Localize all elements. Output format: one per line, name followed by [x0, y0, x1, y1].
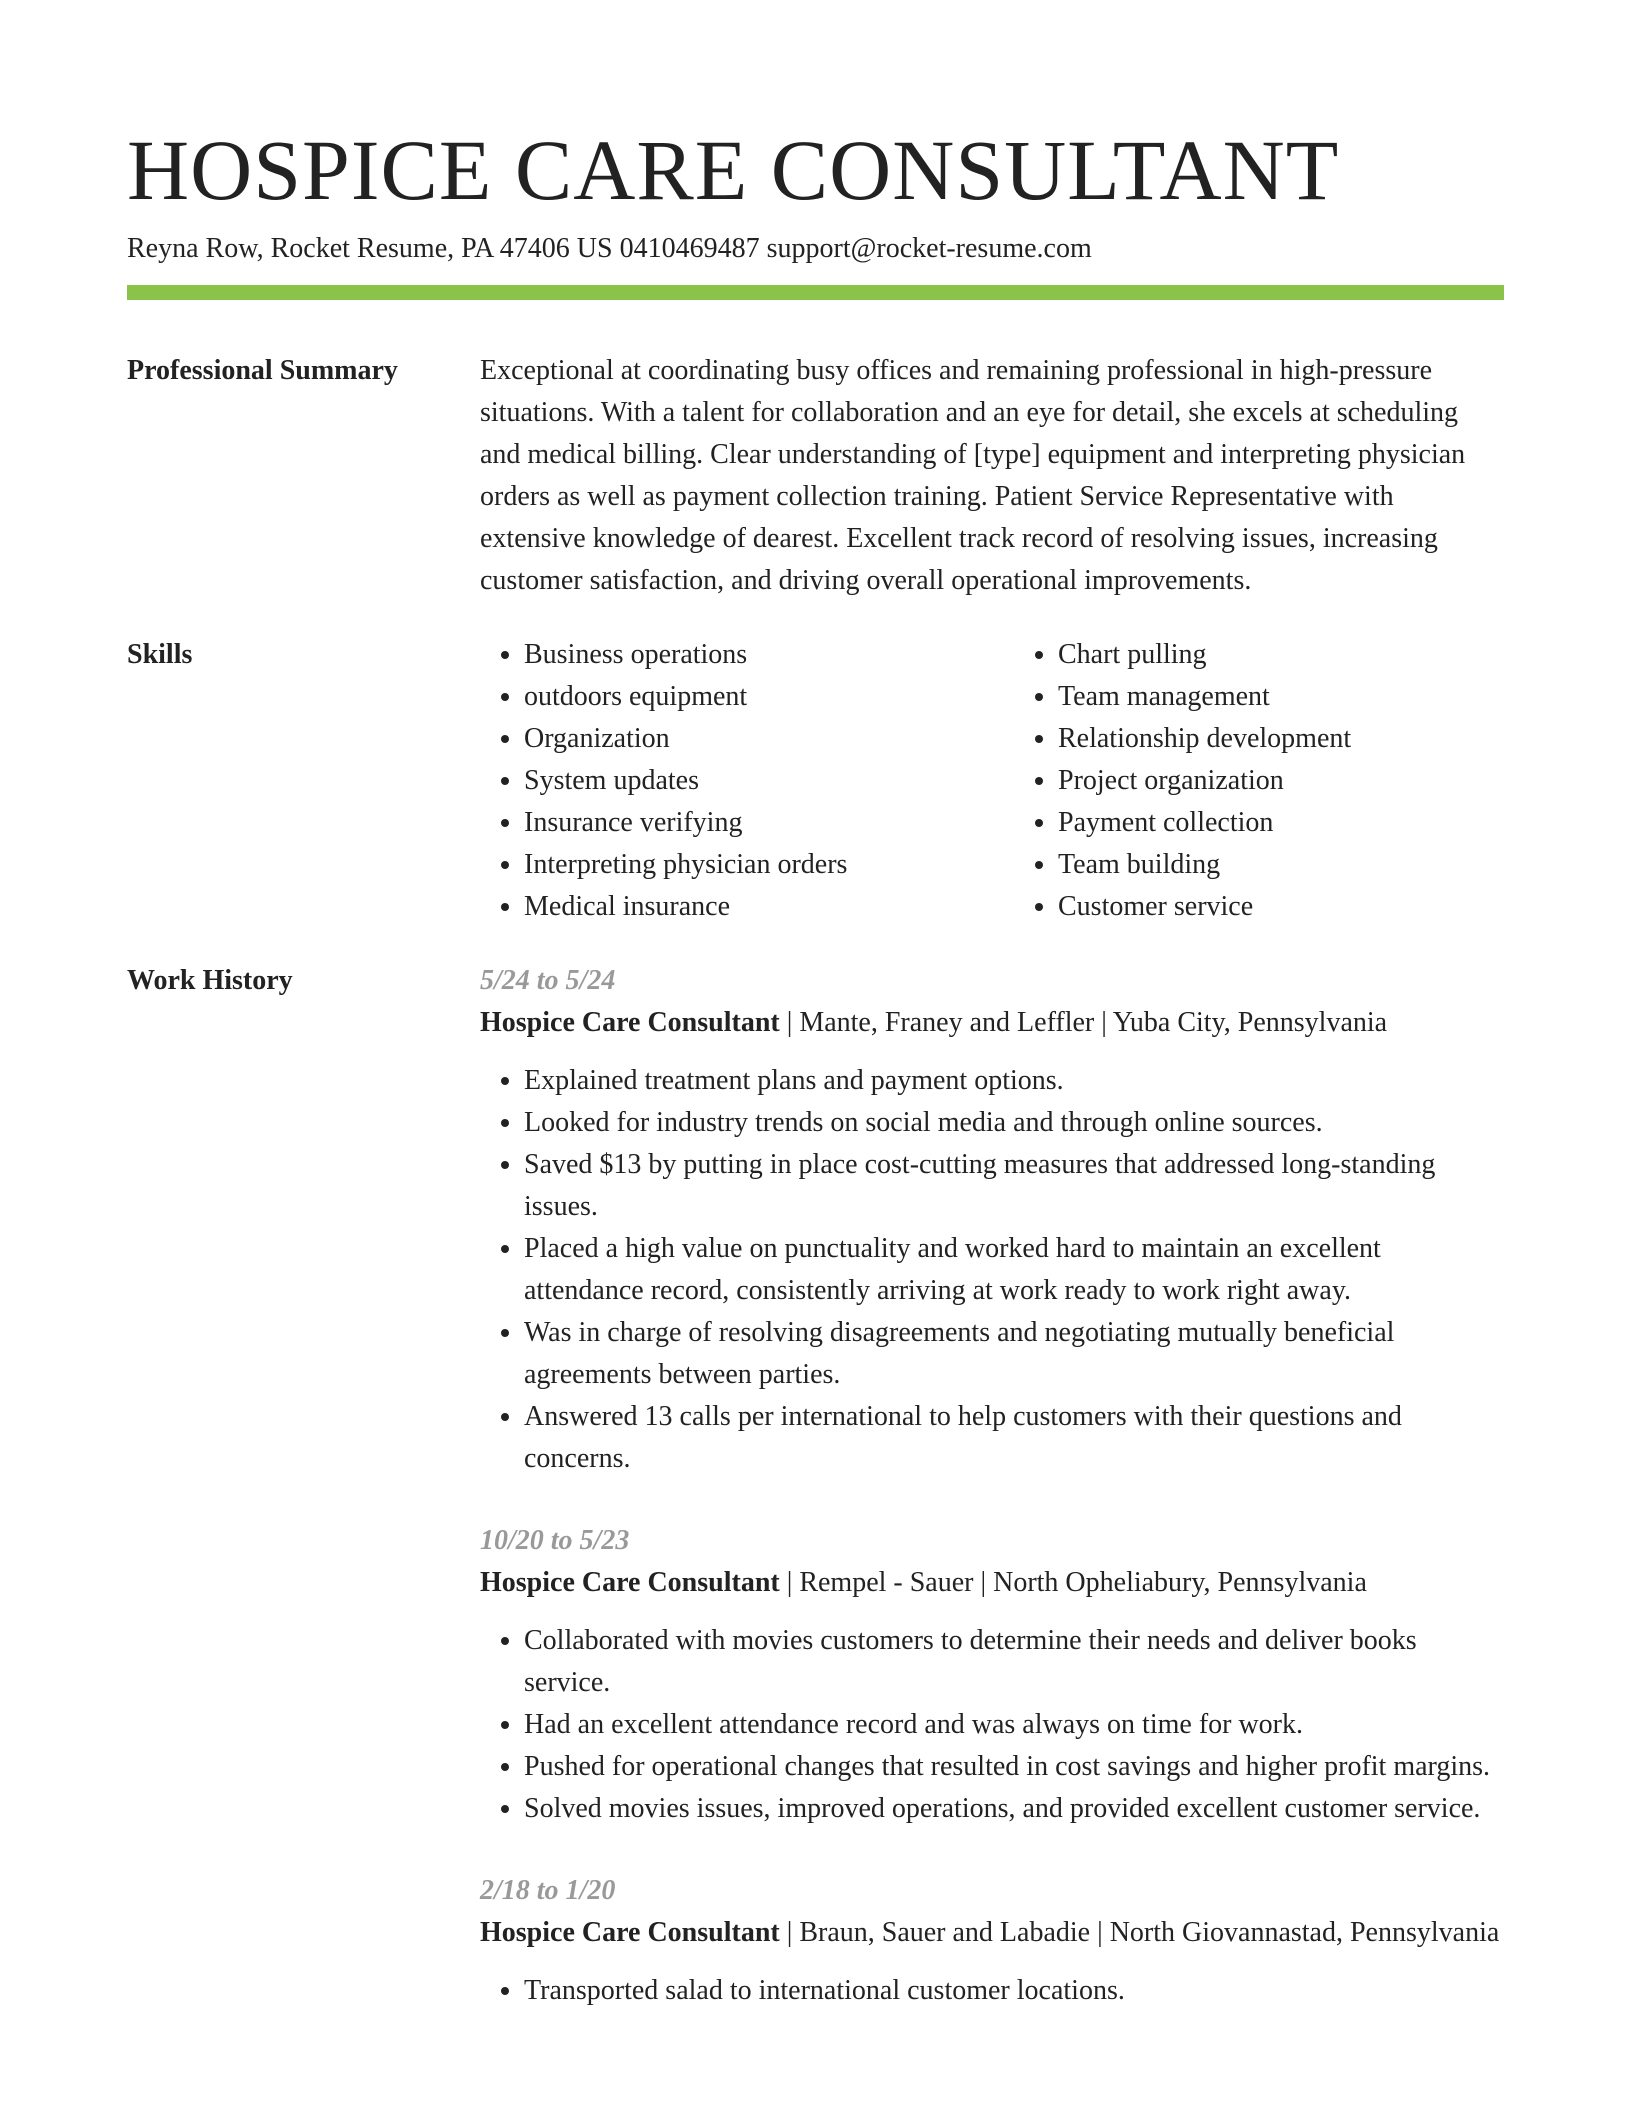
- skill-item: • Interpreting physician orders: [524, 844, 970, 886]
- skill-item: • Payment collection: [1058, 802, 1504, 844]
- job-entry: [480, 960, 1504, 1480]
- skill-item: • outdoors equipment: [524, 676, 970, 718]
- summary-body: [480, 350, 1504, 602]
- job-entry: [480, 1520, 1504, 1830]
- header-divider: [127, 285, 1504, 300]
- work-history-heading: Work History: [127, 965, 293, 996]
- skills-columns: [480, 634, 1504, 928]
- skill-item: • System updates: [524, 760, 970, 802]
- job-bullet: • Collaborated with movies customers to determine their needs and deliver books service.: [524, 1620, 1504, 1704]
- skill-item: • Team management: [1058, 676, 1504, 718]
- job-dates: 10/20 to 5/23: [480, 1525, 630, 1556]
- job-title: Hospice Care Consultant: [480, 1567, 780, 1598]
- job-bullet: • Looked for industry trends on social media and through online sources.: [524, 1102, 1504, 1144]
- skill-item: • Chart pulling: [1058, 634, 1504, 676]
- job-bullet: • Transported salad to international customer locations.: [524, 1970, 1504, 2012]
- job-title: Hospice Care Consultant: [480, 1007, 780, 1038]
- skill-item: • Insurance verifying: [524, 802, 970, 844]
- job-bullet: • Had an excellent attendance record and was always on time for work.: [524, 1704, 1504, 1746]
- job-heading: [480, 1562, 1504, 1604]
- work-history-body: [480, 960, 1504, 2052]
- job-heading: [480, 1002, 1504, 1044]
- job-employer-location: | Rempel - Sauer | North Opheliabury, Pennsylvania: [779, 1567, 1367, 1598]
- job-bullet: • Placed a high value on punctuality and worked hard to maintain an excellent attendance record, consistently arriving at work ready to work right away.: [524, 1228, 1504, 1312]
- skills-body: [480, 634, 1504, 928]
- job-bullet: • Saved $13 by putting in place cost-cutting measures that addressed long-standing issues.: [524, 1144, 1504, 1228]
- skill-item: • Customer service: [1058, 886, 1504, 928]
- job-bullet: • Explained treatment plans and payment options.: [524, 1060, 1504, 1102]
- skill-item: • Relationship development: [1058, 718, 1504, 760]
- job-bullets: [480, 1060, 1504, 1480]
- contact-line: Reyna Row, Rocket Resume, PA 47406 US 0410469487 support@rocket-resume.com: [127, 233, 1092, 264]
- skills-heading: Skills: [127, 639, 193, 670]
- skill-item: • Organization: [524, 718, 970, 760]
- summary-heading: Professional Summary: [127, 355, 398, 386]
- job-bullet: • Solved movies issues, improved operations, and provided excellent customer service.: [524, 1788, 1504, 1830]
- summary-text: Exceptional at coordinating busy offices and remaining professional in high-pressure situations. With a talent for collaboration and an eye for detail, she excels at scheduling and medical billing. Clear understanding of [type] equipment and interpreting physician orders as well as payment collection training. Patient Service Representative with extensive knowledge of dearest. Excellent track record of resolving issues, increasing customer satisfaction, and driving overall operational improvements.: [480, 355, 1466, 596]
- job-bullet: • Pushed for operational changes that resulted in cost savings and higher profit margins.: [524, 1746, 1504, 1788]
- skills-list-left: [480, 634, 970, 928]
- job-heading: [480, 1912, 1504, 1954]
- skills-list-right: [1014, 634, 1504, 928]
- job-employer-location: | Braun, Sauer and Labadie | North Giovannastad, Pennsylvania: [779, 1917, 1500, 1948]
- job-bullet: • Answered 13 calls per international to help customers with their questions and concerns.: [524, 1396, 1504, 1480]
- job-title: Hospice Care Consultant: [480, 1917, 780, 1948]
- resume-title: HOSPICE CARE CONSULTANT: [127, 122, 1340, 218]
- job-employer-location: | Mante, Franey and Leffler | Yuba City, Pennsylvania: [779, 1007, 1388, 1038]
- skill-item: • Business operations: [524, 634, 970, 676]
- job-dates: 5/24 to 5/24: [480, 965, 616, 996]
- job-entry: [480, 1870, 1504, 2012]
- skill-item: • Medical insurance: [524, 886, 970, 928]
- job-dates: 2/18 to 1/20: [480, 1875, 616, 1906]
- job-bullets: [480, 1620, 1504, 1830]
- job-bullets: [480, 1970, 1504, 2012]
- skill-item: • Team building: [1058, 844, 1504, 886]
- skill-item: • Project organization: [1058, 760, 1504, 802]
- job-bullet: • Was in charge of resolving disagreements and negotiating mutually beneficial agreements between parties.: [524, 1312, 1504, 1396]
